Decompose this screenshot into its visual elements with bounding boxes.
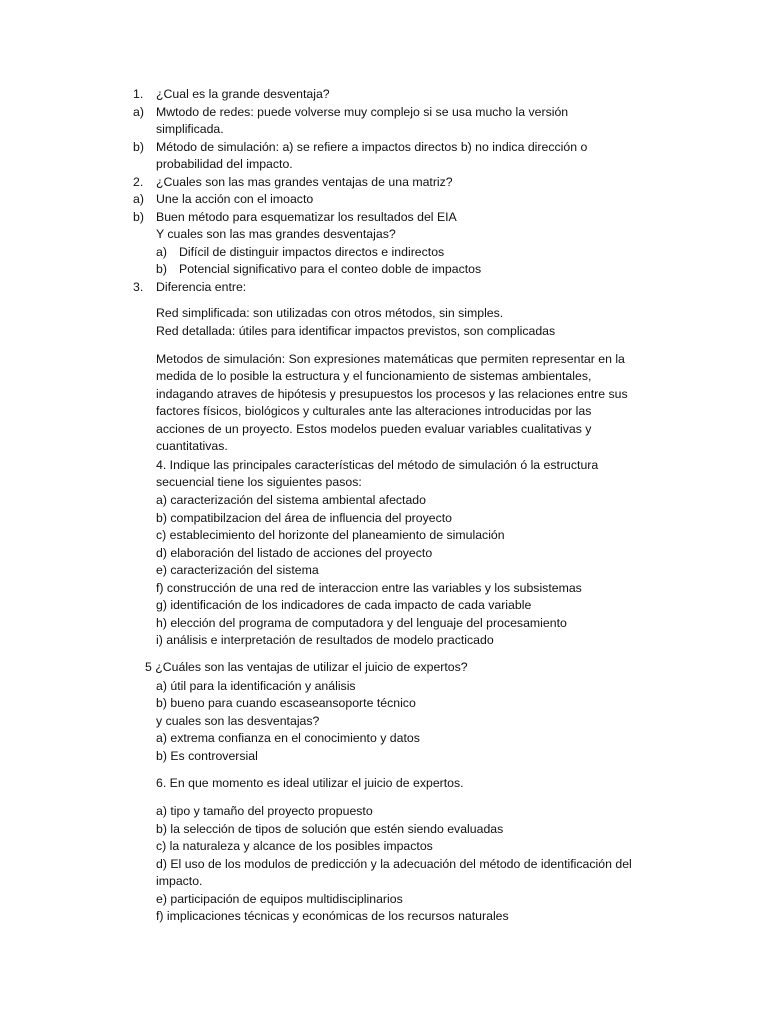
q5-sublist-item: a) extrema confianza en el conocimiento y datos xyxy=(156,731,420,745)
metodos-line: medida de lo posible la estructura y el funcionamiento de sistemas ambientales, xyxy=(156,369,592,383)
q1-item-a-line2: simplificada. xyxy=(156,122,224,136)
q2-marker: 2. xyxy=(133,175,144,189)
q6-title: 6. En que momento es ideal utilizar el juicio de expertos. xyxy=(156,776,464,790)
q4-list-item: g) identificación de los indicadores de cada impacto de cada variable xyxy=(156,598,532,612)
q1-item-a-line1: Mwtodo de redes: puede volverse muy complejo si se usa mucho la versión xyxy=(156,105,569,119)
q4-list-item: e) caracterización del sistema xyxy=(156,563,319,577)
q4-title-line: secuencial tiene los siguientes pasos: xyxy=(156,475,362,489)
q1-title: ¿Cual es la grande desventaja? xyxy=(156,87,330,101)
q6-list-item: b) la selección de tipos de solución que estén siendo evaluadas xyxy=(156,822,504,836)
q5-list-item: a) útil para la identificación y análisis xyxy=(156,679,356,693)
q4-list-item: h) elección del programa de computadora y del lenguaje del procesamiento xyxy=(156,616,567,630)
q2-subitem-b: Potencial significativo para el conteo doble de impactos xyxy=(179,262,482,276)
metodos-line: acciones de un proyecto. Estos modelos pueden evaluar variables cualitativas y xyxy=(156,422,592,436)
q4-list-item: a) caracterización del sistema ambiental afectado xyxy=(156,493,426,507)
metodos-line: factores físicos, biológicos y culturales ante las alteraciones introducidas por las xyxy=(156,404,592,418)
q4-list-item: f) construcción de una red de interaccion entre las variables y los subsistemas xyxy=(156,581,582,595)
q2-subtitle: Y cuales son las mas grandes desventajas? xyxy=(156,227,396,241)
q4-list-item: d) elaboración del listado de acciones del proyecto xyxy=(156,546,433,560)
q4-list-item: b) compatibilzacion del área de influencia del proyecto xyxy=(156,511,452,525)
q1-item-a-marker: a) xyxy=(133,105,144,119)
metodos-line: indagando atraves de hipótesis y presupuestos los procesos y las relaciones entre sus xyxy=(156,387,628,401)
q3-title: Diferencia entre: xyxy=(156,280,247,294)
q5-sublist-item: b) Es controversial xyxy=(156,749,258,763)
q6-list-item: c) la naturaleza y alcance de los posibles impactos xyxy=(156,839,433,853)
q2-title: ¿Cuales son las mas grandes ventajas de una matriz? xyxy=(156,175,453,189)
q2-item-b: Buen método para esquematizar los resultados del EIA xyxy=(156,210,457,224)
q1-item-b-line2: probabilidad del impacto. xyxy=(156,157,293,171)
q6-list-item: d) El uso de los modulos de predicción y la adecuación del método de identificación del xyxy=(156,857,632,871)
q2-item-a-marker: a) xyxy=(133,192,144,206)
q2-item-b-marker: b) xyxy=(133,210,144,224)
q1-item-b-line1: Método de simulación: a) se refiere a impactos directos b) no indica dirección o xyxy=(156,140,588,154)
q4-list-item: c) establecimiento del horizonte del planeamiento de simulación xyxy=(156,528,505,542)
q2-subitem-b-marker: b) xyxy=(156,262,167,276)
q4-list-item: i) análisis e interpretación de resultados de modelo practicado xyxy=(156,633,494,647)
red-detallada-text: Red detallada: útiles para identificar impactos previstos, son complicadas xyxy=(156,324,556,338)
q2-subitem-a: Difícil de distinguir impactos directos e indirectos xyxy=(179,245,445,259)
q6-list-item: f) implicaciones técnicas y económicas de los recursos naturales xyxy=(156,909,509,923)
q1-marker: 1. xyxy=(133,87,144,101)
q1-item-b-marker: b) xyxy=(133,140,144,154)
q3-marker: 3. xyxy=(133,280,144,294)
metodos-line: Metodos de simulación: Son expresiones matemáticas que permiten representar en la xyxy=(156,352,625,366)
q5-title: 5 ¿Cuáles son las ventajas de utilizar el juicio de expertos? xyxy=(145,660,468,674)
q5-list-item: b) bueno para cuando escaseansoporte técnico xyxy=(156,696,416,710)
q6-list-item: e) participación de equipos multidisciplinarios xyxy=(156,892,403,906)
q6-list-item: a) tipo y tamaño del proyecto propuesto xyxy=(156,804,373,818)
q5-subtitle: y cuales son las desventajas? xyxy=(156,714,320,728)
red-simplificada-text: Red simplificada: son utilizadas con otros métodos, sin simples. xyxy=(156,306,504,320)
q2-subitem-a-marker: a) xyxy=(156,245,167,259)
metodos-line: cuantitativas. xyxy=(156,439,228,453)
q6-list-item: impacto. xyxy=(156,874,203,888)
q2-item-a: Une la acción con el imoacto xyxy=(156,192,314,206)
q4-title-line: 4. Indique las principales características del método de simulación ó la estructura xyxy=(156,458,599,472)
